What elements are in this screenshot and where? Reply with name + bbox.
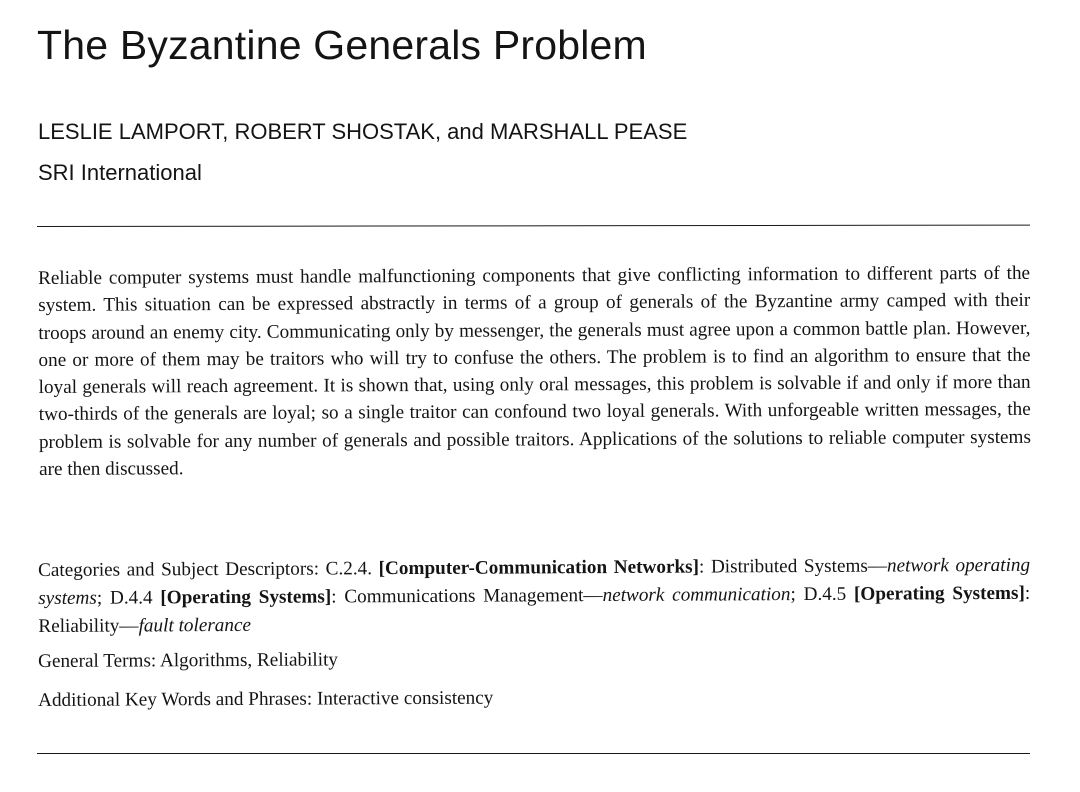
abstract-paragraph: Reliable computer systems must handle malfunctioning components that give conflicting information to different parts of the system. This situation can be expressed abstractly in terms of a group of generals of the Byzantine army camped with their troops around an enemy city. Communicating only by messenger, the generals must agree upon a common battle plan. However, one or more of them may be traitors who will try to confuse the others. The problem is to find an algorithm to ensure that the loyal generals will reach agreement. It is shown that, using only oral messages, this problem is solvable if and only if more than two-thirds of the generals are loyal; so a single traitor can confound two loyal generals. With unforgeable written messages, the problem is solvable for any number of generals and possible traitors. Applications of the solutions to reliable computer systems are then discussed. — [38, 262, 1031, 481]
descriptor-subject-1: Distributed Systems— — [710, 555, 888, 578]
descriptor-code-2: D.4.4 — [109, 587, 153, 609]
bottom-divider — [37, 753, 1030, 754]
additional-keywords: Additional Key Words and Phrases: Interactive consistency — [38, 687, 494, 711]
descriptor-subject-3: Reliability— — [38, 615, 139, 637]
general-terms: General Terms: Algorithms, Reliability — [38, 649, 339, 672]
descriptors-label: Categories and Subject Descriptors: — [38, 558, 320, 581]
descriptor-category-1: [Computer-Communication Networks] — [378, 556, 700, 580]
descriptor-category-3: [Operating Systems] — [853, 582, 1025, 605]
descriptor-code-3: D.4.5 — [803, 583, 847, 605]
descriptor-term-2: network communication — [602, 584, 791, 607]
top-divider — [37, 225, 1030, 227]
descriptor-term-1: network operating systems — [38, 554, 1031, 609]
authors-line: LESLIE LAMPORT, ROBERT SHOSTAK, and MARSHALL PEASE — [38, 119, 688, 144]
descriptor-code-1: C.2.4. — [325, 558, 373, 580]
paper-title: The Byzantine Generals Problem — [37, 22, 647, 68]
subject-descriptors: Categories and Subject Descriptors: C.2.4. [Computer-Communication Networks]: Distributed Systems—network operating systems; D.4.4 [Operating Systems]: Communications Management—network communication; D.4.5 [Operating Systems]: Reliability—fault tolerance — [38, 554, 1031, 637]
affiliation-line: SRI International — [38, 160, 202, 185]
descriptor-subject-2: Communications Management— — [344, 585, 603, 608]
descriptor-category-2: [Operating Systems] — [160, 586, 332, 609]
descriptor-term-3: fault tolerance — [138, 614, 252, 637]
